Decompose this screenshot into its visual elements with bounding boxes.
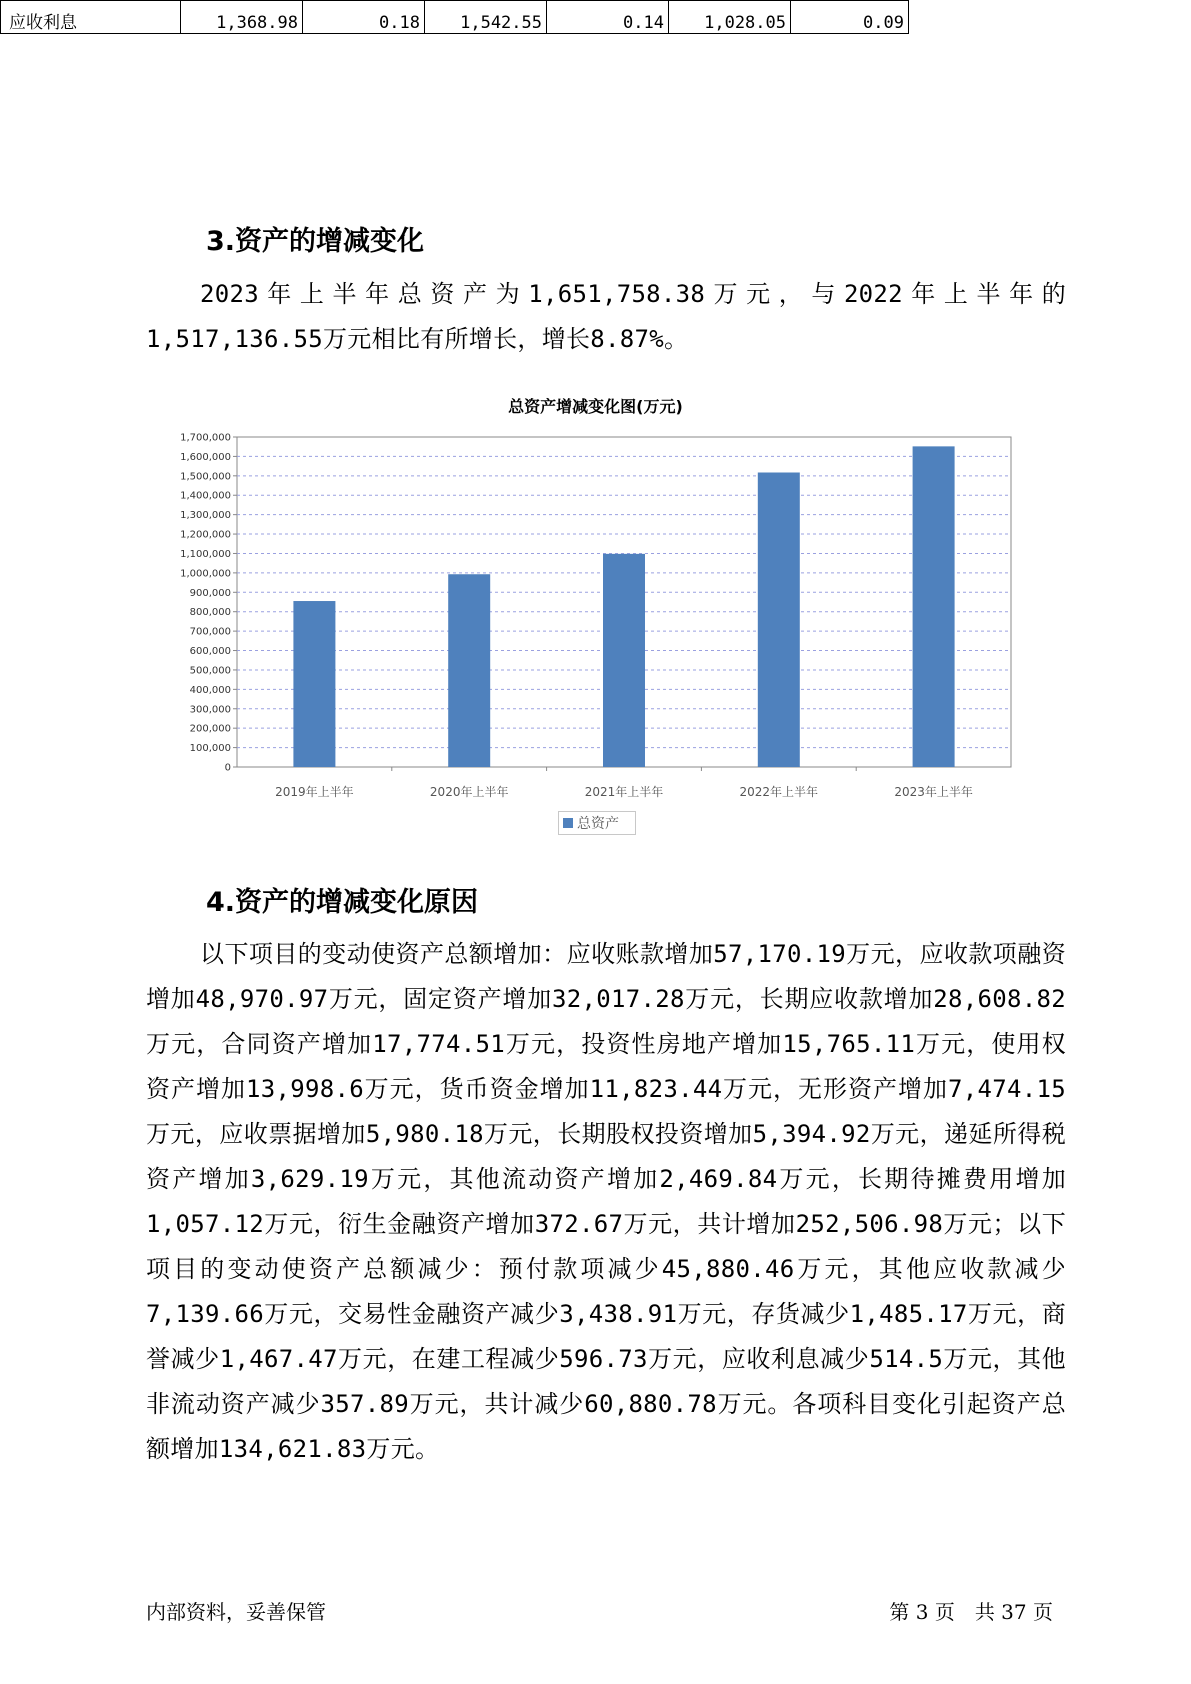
y-tick-label: 400,000 — [189, 684, 231, 696]
cell-percent: 0.09 — [791, 1, 909, 34]
cell-percent: 0.14 — [547, 1, 669, 34]
legend-label: 总资产 — [577, 816, 619, 832]
footer-page-number: 第 3 页 共 37 页 — [889, 1600, 1053, 1624]
y-tick-label: 1,600,000 — [180, 451, 231, 463]
y-tick-label: 200,000 — [189, 723, 231, 735]
y-tick-label: 500,000 — [189, 665, 231, 677]
section-3-heading: 3.资产的增减变化 — [206, 226, 425, 257]
bar-5 — [913, 446, 955, 767]
x-tick-label: 2019年上半年 — [275, 785, 354, 799]
x-tick-label: 2023年上半年 — [894, 785, 973, 799]
y-tick-label: 1,000,000 — [180, 568, 231, 580]
y-tick-label: 0 — [224, 762, 231, 774]
footer-confidential-note: 内部资料，妥善保管 — [146, 1600, 326, 1624]
x-tick-label: 2022年上半年 — [739, 785, 819, 799]
bar-2 — [448, 574, 490, 767]
section-3-paragraph: 2023年上半年总资产为1,651,758.38万元，与2022年上半年的1,517,136.55万元相比有所增长，增长8.87%。 — [146, 280, 1066, 353]
cell-value: 1,368.98 — [181, 1, 303, 34]
cell-value: 1,542.55 — [425, 1, 547, 34]
legend-swatch — [563, 818, 573, 828]
y-tick-label: 700,000 — [189, 626, 231, 638]
row-label: 应收利息 — [1, 1, 181, 34]
section-4-heading: 4.资产的增减变化原因 — [206, 887, 479, 918]
y-tick-label: 1,400,000 — [180, 490, 231, 502]
y-tick-label: 1,100,000 — [180, 548, 231, 560]
chart-legend — [558, 811, 636, 835]
cell-value: 1,028.05 — [669, 1, 791, 34]
y-tick-label: 800,000 — [189, 607, 231, 619]
bar-1 — [293, 601, 335, 767]
x-tick-label: 2021年上半年 — [584, 785, 664, 799]
y-tick-label: 100,000 — [189, 743, 231, 755]
section-4-paragraph: 以下项目的变动使资产总额增加：应收账款增加57,170.19万元，应收款项融资增加48,970.97万元，固定资产增加32,017.28万元，长期应收款增加28,608.82万元，合同资产增加17,774.51万元，投资性房地产增加15,765.11万元，使用权资产增加13,998.6万元，货币资金增加11,823.44万元，无形资产增加7,474.15万元，应收票据增加5,980.18万元，长期股权投资增加5,394.92万元，递延所得税资产增加3,629.19万元，其他流动资产增加2,469.84万元，长期待摊费用增加1,057.12万元，衍生金融资产增加372.67万元，共计增加252,506.98万元；以下项目的变动使资产总额减少：预付款项减少45,880.46万元，其他应收款减少7,139.66万元，交易性金融资产减少3,438.91万元，存货减少1,485.17万元，商誉减少1,467.47万元，在建工程减少596.73万元，应收利息减少514.5万元，其他非流动资产减少357.89万元，共计减少60,880.78万元。各项科目变化引起资产总额增加134,621.83万元。 — [146, 940, 1066, 1463]
y-tick-label: 1,500,000 — [180, 471, 231, 483]
y-tick-label: 1,300,000 — [180, 510, 231, 522]
y-tick-label: 300,000 — [189, 704, 231, 716]
bar-3 — [603, 554, 645, 767]
y-tick-label: 600,000 — [189, 646, 231, 658]
y-tick-label: 900,000 — [189, 587, 231, 599]
bar-4 — [758, 472, 800, 767]
chart-title: 总资产增减变化图(万元) — [508, 397, 683, 416]
cell-percent: 0.18 — [303, 1, 425, 34]
x-tick-label: 2020年上半年 — [429, 785, 509, 799]
y-tick-label: 1,200,000 — [180, 529, 231, 541]
y-tick-label: 1,700,000 — [180, 432, 231, 444]
